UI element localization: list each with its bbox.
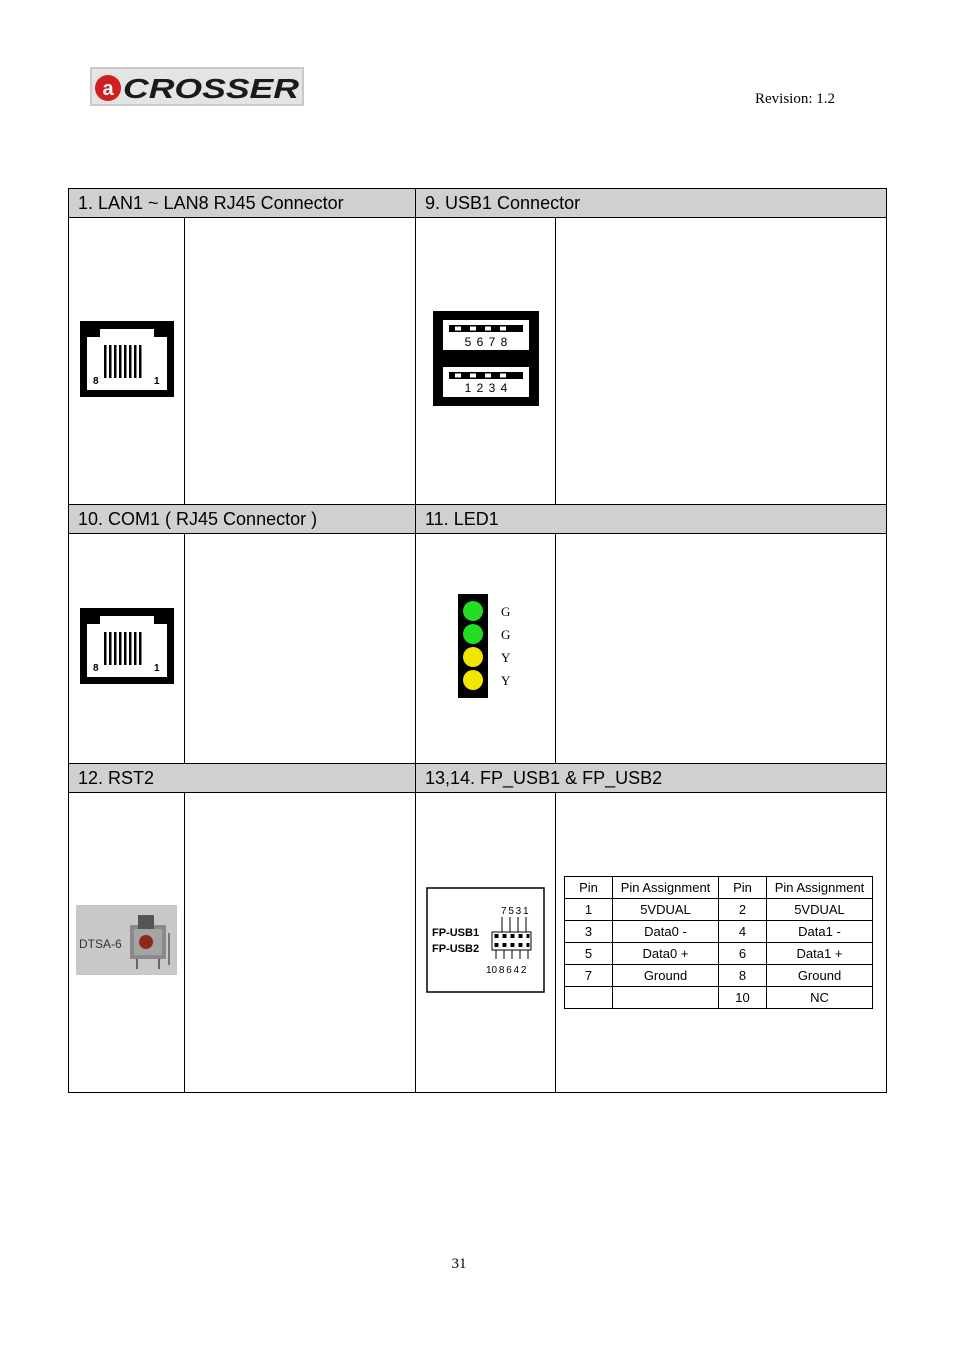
table-row <box>565 965 873 987</box>
fpusb-header: 13,14. FP_USB1 & FP_USB2 <box>416 764 887 793</box>
page-number: 31 <box>451 1256 467 1272</box>
logo-letter: a <box>102 78 114 100</box>
com1-header: 10. COM1 ( RJ45 Connector ) <box>69 505 416 534</box>
table-row <box>565 943 873 965</box>
led-label-4: Y <box>500 673 510 688</box>
pin-cell: 6 <box>719 943 767 965</box>
assignment-cell: Data1 + <box>767 943 873 965</box>
acrosser-logo <box>90 67 304 106</box>
lan-description-cell <box>185 218 416 505</box>
part-label: DTSA-6 <box>79 937 122 951</box>
pin-cell: 7 <box>565 965 613 987</box>
pin-cell: 5 <box>565 943 613 965</box>
revision-label: Revision: 1.2 <box>755 91 836 107</box>
assignment-cell <box>613 987 719 1009</box>
connector-table <box>68 188 887 1093</box>
usb1-header: 9. USB1 Connector <box>416 189 887 218</box>
rst2-description-cell <box>185 793 416 1093</box>
logo-text: CROSSER <box>123 73 300 104</box>
usb1-description-cell <box>556 218 887 505</box>
usb1-image-cell <box>416 218 556 505</box>
led-yellow-2 <box>463 670 483 690</box>
rst2-header: 12. RST2 <box>69 764 416 793</box>
fp-usb1-label: FP-USB1 <box>432 927 480 939</box>
led-indicator-icon <box>455 594 517 698</box>
pin-cell: 3 <box>565 921 613 943</box>
fp-top-numbers: 7 5 3 1 <box>501 906 529 917</box>
led-yellow-1 <box>463 647 483 667</box>
pin-cell: 1 <box>565 899 613 921</box>
usb-bottom-pin-numbers: 1 2 3 4 <box>464 381 507 395</box>
led-label-3: Y <box>500 650 510 665</box>
table-row <box>565 899 873 921</box>
pin-cell: 8 <box>719 965 767 987</box>
assignment-cell: Ground <box>767 965 873 987</box>
pin-table-header-row <box>565 877 873 899</box>
rj45-connector-icon <box>80 608 174 684</box>
lan-header: 1. LAN1 ~ LAN8 RJ45 Connector <box>69 189 416 218</box>
assignment-cell: Data1 - <box>767 921 873 943</box>
lan-pin-left: 8 <box>92 375 99 387</box>
led-green-2 <box>463 624 483 644</box>
led-label-1: G <box>500 604 510 619</box>
assignment-cell: Data0 - <box>613 921 719 943</box>
pin-header: Pin <box>565 877 613 899</box>
pin-assignment-header: Pin Assignment <box>613 877 719 899</box>
pin-assignment-header: Pin Assignment <box>767 877 873 899</box>
usb-connector-icon <box>433 311 539 406</box>
led1-image-cell <box>416 534 556 764</box>
reset-switch-photo <box>76 905 177 975</box>
table-row <box>565 987 873 1009</box>
assignment-cell: 5VDUAL <box>767 899 873 921</box>
fpusb-description-cell <box>556 793 887 1093</box>
rj45-connector-icon <box>80 321 174 397</box>
led1-header: 11. LED1 <box>416 505 887 534</box>
pin-cell <box>565 987 613 1009</box>
pin-header: Pin <box>719 877 767 899</box>
led-green-1 <box>463 601 483 621</box>
pin-cell: 2 <box>719 899 767 921</box>
com1-pin-right: 1 <box>153 663 160 674</box>
led1-description-cell <box>556 534 887 764</box>
fp-usb-header-icon <box>426 887 545 993</box>
com1-image-cell <box>69 534 185 764</box>
fp-usb-pin-table <box>564 876 873 1009</box>
usb-top-pin-numbers: 5 6 7 8 <box>464 335 507 349</box>
pin-cell: 4 <box>719 921 767 943</box>
lan-pin-right: 1 <box>153 375 160 387</box>
led-label-2: G <box>500 627 510 642</box>
rst2-image-cell <box>69 793 185 1093</box>
assignment-cell: NC <box>767 987 873 1009</box>
pin-cell: 10 <box>719 987 767 1009</box>
fp-bottom-numbers: 10 8 6 4 2 <box>486 965 527 976</box>
fpusb-image-cell <box>416 793 556 1093</box>
fp-usb2-label: FP-USB2 <box>432 943 480 955</box>
lan-image-cell <box>69 218 185 505</box>
com1-pin-left: 8 <box>92 663 99 674</box>
com1-description-cell <box>185 534 416 764</box>
assignment-cell: Ground <box>613 965 719 987</box>
assignment-cell: Data0 + <box>613 943 719 965</box>
table-row <box>565 921 873 943</box>
assignment-cell: 5VDUAL <box>613 899 719 921</box>
